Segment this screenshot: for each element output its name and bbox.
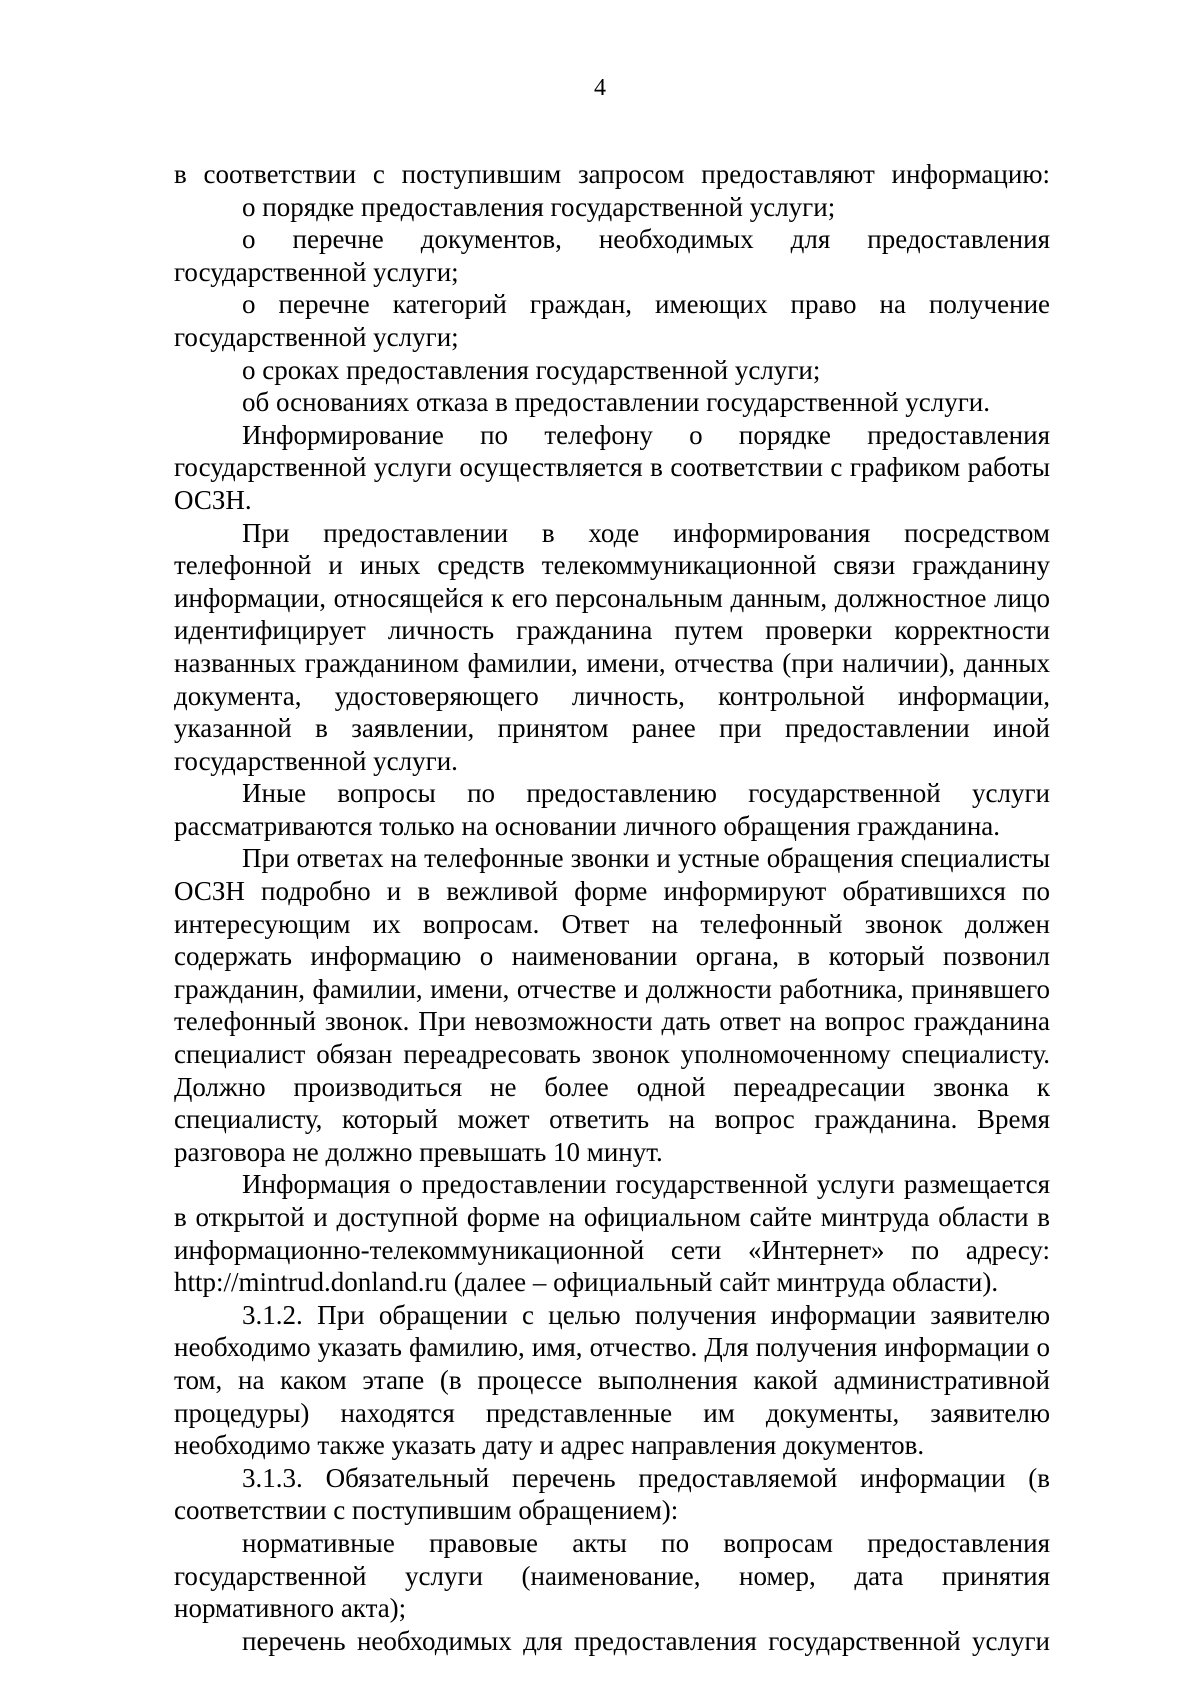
paragraph-normative-acts: нормативные правовые акты по вопросам предоставления государственной услуги (наименование, номер, дата принятия нормативного акта); (174, 1527, 1050, 1624)
paragraph-continuation: в соответствии с поступившим запросом предоставляют информацию: (174, 159, 1050, 189)
paragraph-info-procedure: о порядке предоставления государственной услуги; (242, 191, 836, 222)
paragraph-3-1-2: 3.1.2. При обращении с целью получения информации заявителю необходимо указать фамилию, имя, отчество. Для получения информации о том, на каком этапе (в процессе выполнения какой административной процедуры) находятся представленные им документы, заявителю необходимо также указать дату и адрес направления документов. (174, 1299, 1050, 1461)
paragraph-required-list: перечень необходимых для предоставления государственной услуги (242, 1625, 1050, 1656)
paragraph-website-info: Информация о предоставлении государственной услуги размещается в открытой и доступной форме на официальном сайте минтруда области в информационно-телекоммуникационной сети «Интернет» по адресу: http://mintrud.donland.ru (далее – официальный сайт минтруда области). (174, 1169, 1050, 1298)
paragraph-info-terms: о сроках предоставления государственной услуги; (242, 354, 821, 385)
paragraph-phone-informing: Информирование по телефону о порядке предоставления государственной услуги осуществляется в соответствии с графиком работы ОСЗН. (174, 419, 1050, 515)
paragraph-other-questions: Иные вопросы по предоставлению государственной услуги рассматриваются только на основании личного обращения гражданина. (174, 778, 1050, 841)
paragraph-info-categories: о перечне категорий граждан, имеющих право на получение государственной услуги; (174, 289, 1050, 352)
paragraph-info-refusal: об основаниях отказа в предоставлении государственной услуги. (242, 387, 991, 418)
paragraph-identification: При предоставлении в ходе информирования посредством телефонной и иных средств телекоммуникационной связи гражданину информации, относящейся к его персональным данным, должностное лицо идентифицирует личность гражданина путем проверки корректности названных гражданином фамилии, имени, отчества (при наличии), данных документа, удостоверяющего личность, контрольной информации, указанной в заявлении, принятом ранее при предоставлении иной государственной услуги. (174, 517, 1050, 776)
paragraph-phone-calls: При ответах на телефонные звонки и устные обращения специалисты ОСЗН подробно и в вежливой форме информируют обратившихся по интересующим их вопросам. Ответ на телефонный звонок должен содержать информацию о наименовании органа, в который позвонил гражданин, фамилии, имени, отчестве и должности работника, принявшего телефонный звонок. При невозможности дать ответ на вопрос гражданина специалист обязан переадресовать звонок уполномоченному специалисту. Должно производиться не более одной переадресации звонка к специалисту, который может ответить на вопрос гражданина. Время разговора не должно превышать 10 минут. (174, 843, 1050, 1167)
paragraph-3-1-3: 3.1.3. Обязательный перечень предоставляемой информации (в соответствии с поступившим обращением): (174, 1462, 1050, 1526)
document-body (174, 158, 1050, 1657)
paragraph-info-documents: о перечне документов, необходимых для предоставления государственной услуги; (174, 224, 1050, 287)
page-number: 4 (594, 75, 606, 101)
